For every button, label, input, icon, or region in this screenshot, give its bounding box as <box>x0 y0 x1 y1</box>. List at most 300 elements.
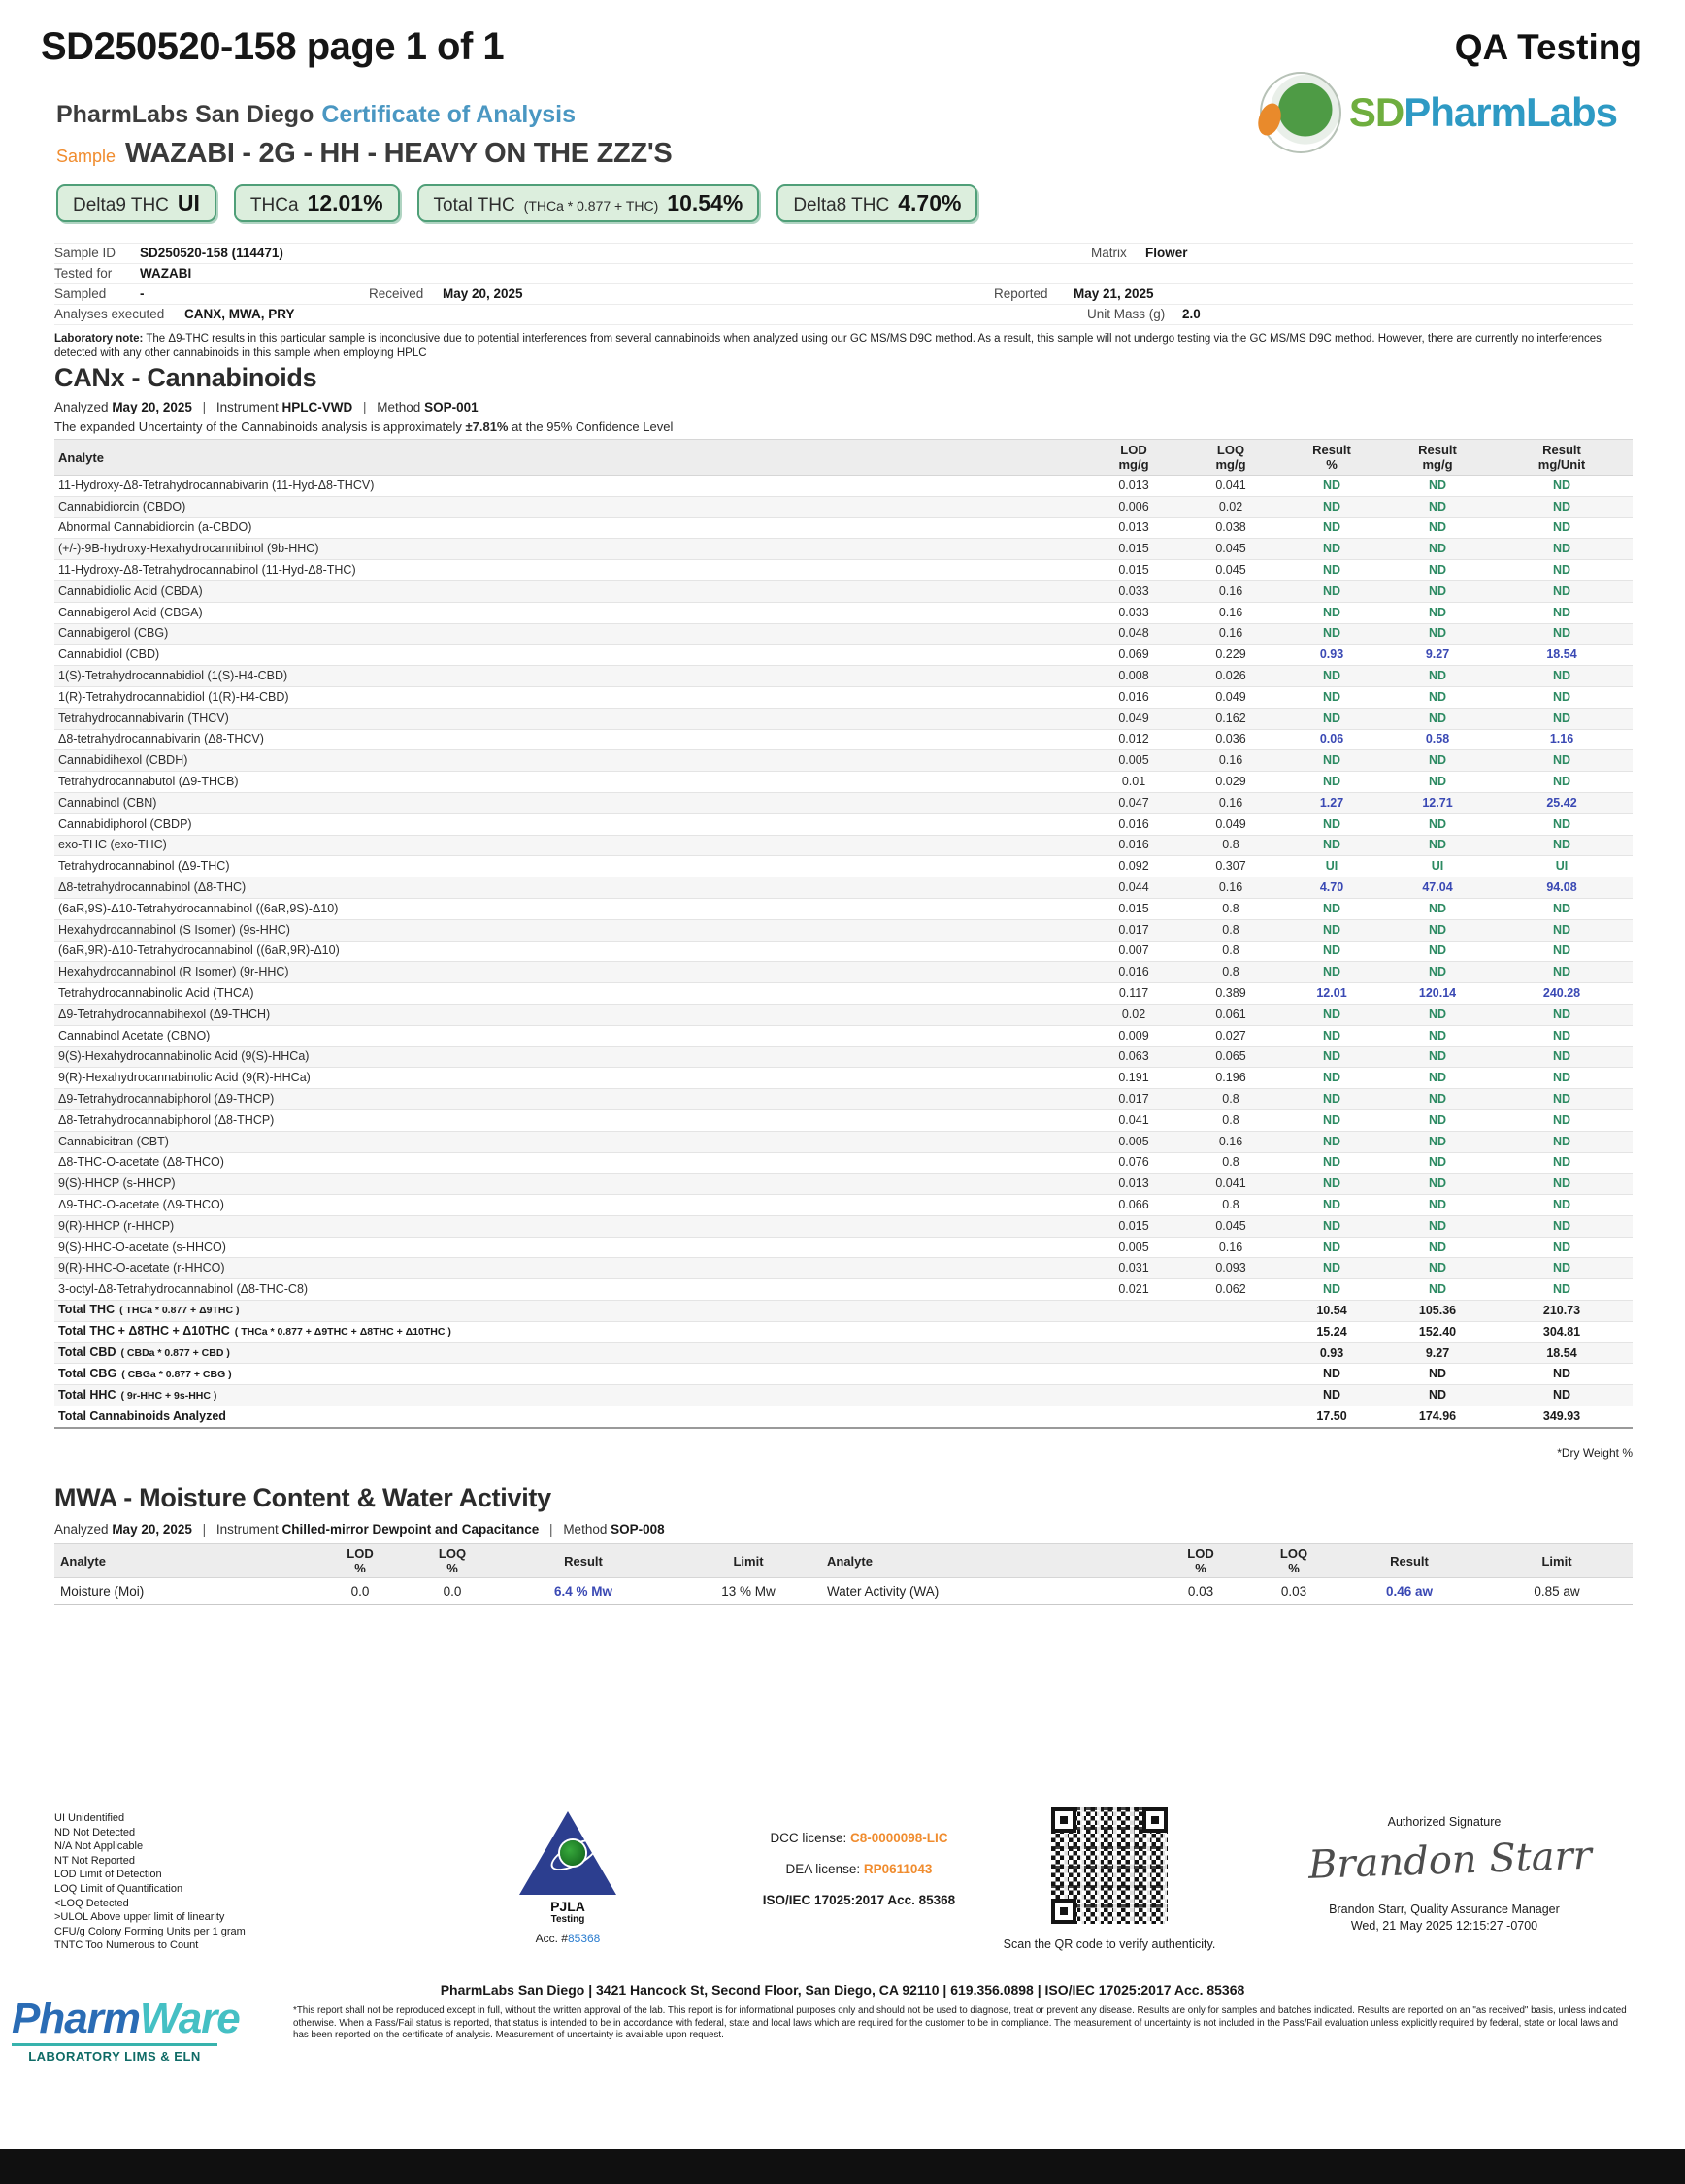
qr-caption: Scan the QR code to verify authenticity. <box>1003 1937 1216 1951</box>
laboratory-note <box>54 332 1633 360</box>
column-header <box>1279 440 1384 476</box>
result-pct: ND <box>1279 708 1384 729</box>
analyte-row <box>54 729 1633 750</box>
loq-value <box>1182 1364 1279 1385</box>
sample-label: Sample <box>56 147 116 166</box>
mwa-instrument-label: Instrument <box>215 1522 279 1537</box>
meta-row-4 <box>54 305 1633 325</box>
pjla-acc-label: Acc. # <box>535 1932 568 1945</box>
unit-mass-label: Unit Mass (g) <box>1087 307 1166 321</box>
lod-value: 0.092 <box>1085 856 1182 877</box>
result-pct: ND <box>1279 1131 1384 1152</box>
loq-value: 0.162 <box>1182 708 1279 729</box>
qr-finder-icon <box>1051 1899 1076 1924</box>
analyte-row <box>54 1215 1633 1237</box>
sampled-label: Sampled <box>54 286 107 301</box>
result-pct: 0.93 <box>1279 645 1384 666</box>
iso-accreditation-value: ISO/IEC 17025:2017 Acc. 85368 <box>762 1893 956 1907</box>
result-mgunit: ND <box>1491 1279 1633 1301</box>
column-header-line1: LOD <box>1120 443 1147 457</box>
column-header <box>491 1544 676 1578</box>
result-pct: ND <box>1279 623 1384 645</box>
mwa-row <box>54 1578 1633 1605</box>
lod-value <box>1085 1321 1182 1342</box>
mwa-cell: 0.0 <box>413 1578 491 1605</box>
pharmware-logo <box>12 1995 240 2064</box>
result-pct: ND <box>1279 1237 1384 1258</box>
signer-name: Brandon Starr, Quality Assurance Manager <box>1329 1903 1560 1916</box>
analyte-name: Tetrahydrocannabivarin (THCV) <box>54 708 1085 729</box>
pjla-logo-icon <box>513 1809 622 1897</box>
lab-address: PharmLabs San Diego | 3421 Hancock St, Second Floor, San Diego, CA 92110 | 619.356.0898 | ISO/IEC 17025:2017 Acc. 85368 <box>440 1982 1245 1998</box>
analyte-name: Cannabinol (CBN) <box>54 792 1085 813</box>
result-mgg: ND <box>1384 1089 1491 1110</box>
result-mgunit: 18.54 <box>1491 645 1633 666</box>
result-pct: 10.54 <box>1279 1301 1384 1322</box>
mwa-analyte-name: Moisture (Moi) <box>54 1578 307 1605</box>
dea-license-label: DEA license: <box>785 1862 861 1876</box>
result-mgunit: ND <box>1491 898 1633 919</box>
lod-value: 0.048 <box>1085 623 1182 645</box>
sample-row <box>56 138 672 170</box>
column-header <box>54 1544 307 1578</box>
result-pct: 12.01 <box>1279 983 1384 1005</box>
result-mgunit: ND <box>1491 686 1633 708</box>
analyte-name: 9(R)-Hexahydrocannabinolic Acid (9(R)-HHCa) <box>54 1068 1085 1089</box>
result-mgunit: ND <box>1491 1385 1633 1406</box>
laboratory-note-text: The Δ9-THC results in this particular sample is inconclusive due to potential interferences from several cannabinoids when analyzed using our GC MS/MS D9C method. As a result, this sample will not undergo testing via the GC MS/MS D9C method. However, there are currently no interferences detected with any other cannabinoids in this sample when employing HPLC <box>54 333 1602 359</box>
column-header-line1: Analyte <box>58 449 104 465</box>
lod-value: 0.02 <box>1085 1004 1182 1025</box>
total-formula: ( CBGa * 0.877 + CBG ) <box>121 1368 232 1380</box>
result-mgg: ND <box>1384 1131 1491 1152</box>
result-mgg: ND <box>1384 708 1491 729</box>
result-mgg: ND <box>1384 1364 1491 1385</box>
result-mgunit: ND <box>1491 919 1633 941</box>
mwa-cell: 0.85 aw <box>1481 1578 1633 1605</box>
result-mgg: ND <box>1384 1004 1491 1025</box>
result-mgunit: ND <box>1491 1174 1633 1195</box>
loq-value: 0.16 <box>1182 750 1279 772</box>
analyte-row <box>54 560 1633 581</box>
result-mgunit: ND <box>1491 1046 1633 1068</box>
column-header <box>307 1544 413 1578</box>
total-formula: ( THCa * 0.877 + Δ9THC + Δ8THC + Δ10THC ) <box>234 1326 451 1339</box>
mwa-analyzed-label: Analyzed <box>54 1522 109 1537</box>
matrix-value: Flower <box>1145 246 1188 260</box>
analyte-name: Hexahydrocannabinol (S Isomer) (9s-HHC) <box>54 919 1085 941</box>
pharmware-subtitle: LABORATORY LIMS & ELN <box>12 2043 217 2064</box>
lod-value <box>1085 1385 1182 1406</box>
badge-value: 4.70% <box>898 190 962 215</box>
result-mgunit: ND <box>1491 517 1633 539</box>
result-mgunit: ND <box>1491 1089 1633 1110</box>
mwa-analyte-name: Water Activity (WA) <box>821 1578 1151 1605</box>
result-pct: ND <box>1279 1109 1384 1131</box>
column-header-line1: Result <box>1312 443 1351 457</box>
loq-value: 0.307 <box>1182 856 1279 877</box>
column-header-line1: Result <box>1390 1553 1429 1569</box>
lod-value: 0.005 <box>1085 750 1182 772</box>
legend-item: NT Not Reported <box>54 1854 135 1867</box>
qr-code <box>1051 1807 1168 1924</box>
legend-item: <LOQ Detected <box>54 1897 129 1909</box>
canx-instrument-label: Instrument <box>215 400 279 414</box>
result-mgg: ND <box>1384 772 1491 793</box>
analyses-value: CANX, MWA, PRY <box>184 307 295 321</box>
pjla-atom-icon <box>560 1840 585 1866</box>
loq-value: 0.045 <box>1182 560 1279 581</box>
lod-value: 0.049 <box>1085 708 1182 729</box>
loq-value: 0.16 <box>1182 1131 1279 1152</box>
qr-finder-icon <box>1051 1807 1076 1833</box>
analyte-name: (6aR,9R)-Δ10-Tetrahydrocannabinol ((6aR,9R)-Δ10) <box>54 941 1085 962</box>
legend-item: >ULOL Above upper limit of linearity <box>54 1911 225 1924</box>
analyte-name: Cannabicitran (CBT) <box>54 1131 1085 1152</box>
analyte-name: 9(S)-HHCP (s-HHCP) <box>54 1174 1085 1195</box>
badge-label: THCa <box>249 195 299 215</box>
loq-value: 0.029 <box>1182 772 1279 793</box>
mwa-instrument-value: Chilled-mirror Dewpoint and Capacitance <box>281 1522 540 1537</box>
tested-for-value: WAZABI <box>140 266 192 281</box>
result-mgunit: ND <box>1491 666 1633 687</box>
total-name <box>54 1364 1085 1385</box>
result-mgg: 47.04 <box>1384 877 1491 899</box>
loq-value: 0.8 <box>1182 1152 1279 1174</box>
result-pct: UI <box>1279 856 1384 877</box>
result-mgg: 105.36 <box>1384 1301 1491 1322</box>
uncertainty-suffix: at the 95% Confidence Level <box>512 419 674 434</box>
lod-value: 0.016 <box>1085 686 1182 708</box>
pharmware-ware: Ware <box>139 1995 240 2042</box>
result-pct: 1.27 <box>1279 792 1384 813</box>
analyte-name: 9(R)-HHCP (r-HHCP) <box>54 1215 1085 1237</box>
analyte-name: Abnormal Cannabidiorcin (a-CBDO) <box>54 517 1085 539</box>
result-pct: ND <box>1279 666 1384 687</box>
result-mgunit: ND <box>1491 813 1633 835</box>
lod-value: 0.005 <box>1085 1131 1182 1152</box>
qr-finder-icon <box>1142 1807 1168 1833</box>
loq-value: 0.16 <box>1182 580 1279 602</box>
result-mgunit: 94.08 <box>1491 877 1633 899</box>
column-header-line1: Limit <box>733 1553 764 1569</box>
result-pct: ND <box>1279 835 1384 856</box>
result-mgg: ND <box>1384 560 1491 581</box>
total-row <box>54 1342 1633 1364</box>
column-header-line1: Result <box>1542 443 1581 457</box>
total-row <box>54 1321 1633 1342</box>
mwa-cell: 0.03 <box>1250 1578 1338 1605</box>
lod-value: 0.017 <box>1085 1089 1182 1110</box>
badge-value: 10.54% <box>667 190 743 215</box>
result-mgg: ND <box>1384 580 1491 602</box>
loq-value: 0.061 <box>1182 1004 1279 1025</box>
loq-value: 0.16 <box>1182 1237 1279 1258</box>
result-mgunit: ND <box>1491 496 1633 517</box>
loq-value <box>1182 1385 1279 1406</box>
meta-row-1 <box>54 244 1633 264</box>
result-pct: ND <box>1279 602 1384 623</box>
sample-id-value: SD250520-158 (114471) <box>140 246 283 260</box>
mwa-header-row <box>54 1544 1633 1578</box>
loq-value: 0.8 <box>1182 1109 1279 1131</box>
lod-value: 0.006 <box>1085 496 1182 517</box>
result-mgg: 152.40 <box>1384 1321 1491 1342</box>
result-mgunit: ND <box>1491 708 1633 729</box>
total-name <box>54 1385 1085 1406</box>
analyte-name: 1(R)-Tetrahydrocannabidiol (1(R)-H4-CBD) <box>54 686 1085 708</box>
badge-value: 12.01% <box>307 190 383 215</box>
analyte-row <box>54 476 1633 497</box>
result-mgg: ND <box>1384 919 1491 941</box>
total-row <box>54 1406 1633 1428</box>
loq-value: 0.038 <box>1182 517 1279 539</box>
lod-value: 0.015 <box>1085 898 1182 919</box>
result-mgg: 174.96 <box>1384 1406 1491 1428</box>
loq-value: 0.049 <box>1182 686 1279 708</box>
column-header-line1: Analyte <box>60 1553 106 1569</box>
result-mgunit: ND <box>1491 1152 1633 1174</box>
result-pct: ND <box>1279 1279 1384 1301</box>
loq-value <box>1182 1321 1279 1342</box>
canx-table-body <box>54 476 1633 1428</box>
result-mgunit: ND <box>1491 602 1633 623</box>
result-pct: 15.24 <box>1279 1321 1384 1342</box>
loq-value <box>1182 1301 1279 1322</box>
result-mgunit: ND <box>1491 1258 1633 1279</box>
total-formula: ( THCa * 0.877 + Δ9THC ) <box>119 1305 240 1317</box>
result-mgg: ND <box>1384 496 1491 517</box>
dcc-license-value: C8-0000098-LIC <box>849 1831 948 1845</box>
result-mgunit: 18.54 <box>1491 1342 1633 1364</box>
lab-name: PharmLabs San Diego <box>56 101 314 128</box>
lod-value: 0.016 <box>1085 813 1182 835</box>
lod-value: 0.063 <box>1085 1046 1182 1068</box>
analyte-row <box>54 623 1633 645</box>
lod-value: 0.015 <box>1085 1215 1182 1237</box>
result-mgg: ND <box>1384 1046 1491 1068</box>
column-header-line1: Result <box>1418 443 1457 457</box>
result-mgg: 9.27 <box>1384 645 1491 666</box>
analyte-row <box>54 708 1633 729</box>
column-header-line2: mg/g <box>1422 457 1453 472</box>
column-header-line1: Analyte <box>827 1553 873 1569</box>
signature-script: Brandon Starr <box>1307 1833 1593 1888</box>
result-pct: ND <box>1279 813 1384 835</box>
analyte-name: Δ8-tetrahydrocannabivarin (Δ8-THCV) <box>54 729 1085 750</box>
result-pct: ND <box>1279 1364 1384 1385</box>
analyte-row <box>54 1109 1633 1131</box>
result-mgg: ND <box>1384 898 1491 919</box>
result-mgunit: ND <box>1491 1195 1633 1216</box>
loq-value: 0.041 <box>1182 476 1279 497</box>
dea-license <box>679 1862 1039 1876</box>
result-mgg: ND <box>1384 750 1491 772</box>
result-mgg: ND <box>1384 1068 1491 1089</box>
analyte-name: 1(S)-Tetrahydrocannabidiol (1(S)-H4-CBD) <box>54 666 1085 687</box>
analyses-label: Analyses executed <box>54 307 165 321</box>
result-mgg: ND <box>1384 1258 1491 1279</box>
lod-value: 0.013 <box>1085 476 1182 497</box>
result-mgg: ND <box>1384 686 1491 708</box>
canx-instrument-value: HPLC-VWD <box>281 400 353 414</box>
result-pct: ND <box>1279 898 1384 919</box>
authorized-signature-block <box>1307 1815 1593 1933</box>
analyte-row <box>54 539 1633 560</box>
result-mgunit: 304.81 <box>1491 1321 1633 1342</box>
uncertainty-value: ±7.81% <box>465 419 509 434</box>
analyte-row <box>54 835 1633 856</box>
result-mgunit: ND <box>1491 1004 1633 1025</box>
lod-value: 0.033 <box>1085 580 1182 602</box>
result-mgunit: ND <box>1491 835 1633 856</box>
column-header <box>1481 1544 1633 1578</box>
total-row <box>54 1385 1633 1406</box>
analyte-row <box>54 1046 1633 1068</box>
column-header <box>1491 440 1633 476</box>
analyte-row <box>54 1258 1633 1279</box>
analyte-name: Cannabidiphorol (CBDP) <box>54 813 1085 835</box>
analyte-row <box>54 750 1633 772</box>
analyte-row <box>54 1004 1633 1025</box>
analyte-row <box>54 962 1633 983</box>
thc-badge <box>776 184 977 222</box>
mwa-cell: 0.03 <box>1151 1578 1250 1605</box>
loq-value: 0.8 <box>1182 941 1279 962</box>
separator <box>203 1522 207 1537</box>
total-name <box>54 1342 1085 1364</box>
analyte-row <box>54 1068 1633 1089</box>
authorized-signature-label: Authorized Signature <box>1387 1815 1502 1829</box>
analyte-name: Cannabinol Acetate (CBNO) <box>54 1025 1085 1046</box>
thc-badges <box>56 184 977 222</box>
result-pct: ND <box>1279 772 1384 793</box>
brandline <box>56 101 576 129</box>
legend-item: ND Not Detected <box>54 1826 136 1838</box>
column-header <box>676 1544 821 1578</box>
loq-value: 0.389 <box>1182 983 1279 1005</box>
analyte-name: Cannabidiolic Acid (CBDA) <box>54 580 1085 602</box>
lod-value: 0.016 <box>1085 962 1182 983</box>
loq-value: 0.196 <box>1182 1068 1279 1089</box>
sample-meta <box>54 243 1633 325</box>
result-pct: ND <box>1279 560 1384 581</box>
column-header <box>1151 1544 1250 1578</box>
column-header <box>1250 1544 1338 1578</box>
mwa-method-label: Method <box>563 1522 608 1537</box>
column-header-line2: mg/g <box>1118 457 1149 472</box>
result-pct: ND <box>1279 1068 1384 1089</box>
mwa-table <box>54 1543 1633 1605</box>
result-mgunit: UI <box>1491 856 1633 877</box>
result-mgg: ND <box>1384 476 1491 497</box>
analyte-row <box>54 856 1633 877</box>
result-pct: ND <box>1279 1174 1384 1195</box>
lod-value: 0.031 <box>1085 1258 1182 1279</box>
analyte-name: 9(S)-HHC-O-acetate (s-HHCO) <box>54 1237 1085 1258</box>
analyte-row <box>54 580 1633 602</box>
analyte-row <box>54 496 1633 517</box>
lod-value: 0.076 <box>1085 1152 1182 1174</box>
lod-value: 0.013 <box>1085 517 1182 539</box>
column-header <box>1182 440 1279 476</box>
analyte-row <box>54 1174 1633 1195</box>
analyte-name: Cannabidihexol (CBDH) <box>54 750 1085 772</box>
column-header <box>1338 1544 1481 1578</box>
result-mgg: 120.14 <box>1384 983 1491 1005</box>
total-formula: ( CBDa * 0.877 + CBD ) <box>120 1347 230 1360</box>
analyte-row <box>54 1237 1633 1258</box>
analyte-name: (+/-)-9B-hydroxy-Hexahydrocannibinol (9b-HHC) <box>54 539 1085 560</box>
result-mgg: ND <box>1384 1215 1491 1237</box>
result-pct: ND <box>1279 496 1384 517</box>
analyte-name: Cannabidiorcin (CBDO) <box>54 496 1085 517</box>
canx-table-head <box>54 440 1633 476</box>
result-pct: ND <box>1279 1195 1384 1216</box>
result-mgg: ND <box>1384 623 1491 645</box>
column-header-line2: % <box>1326 457 1338 472</box>
column-header-line2: mg/Unit <box>1537 457 1586 472</box>
loq-value: 0.8 <box>1182 1089 1279 1110</box>
report-disclaimer: *This report shall not be reproduced except in full, without the written approval of the lab. This report is for informational purposes only and should not be used to diagnose, treat or prevent any disease. Results are only for samples and batches indicated. Results are reported on an "as received" basis, unless indicated otherwise. When a Pass/Fail status is reported, that status is intended to be in accordance with federal, state and local laws which are required for the customer to be in compliance. The measurement of uncertainty is not included in the Pass/Fail evaluation unless explicitly required by federal, state or local laws and has been reported on the certificate of analysis. Measurement of uncertainty is available upon request. <box>293 2005 1627 2041</box>
result-mgunit: ND <box>1491 1237 1633 1258</box>
analyte-row <box>54 1195 1633 1216</box>
lod-value: 0.009 <box>1085 1025 1182 1046</box>
analyte-row <box>54 813 1633 835</box>
result-pct: ND <box>1279 1258 1384 1279</box>
sample-name: WAZABI - 2G - HH - HEAVY ON THE ZZZ'S <box>125 138 673 169</box>
analyte-row <box>54 1131 1633 1152</box>
legend-item: UI Unidentified <box>54 1812 125 1824</box>
total-label: Total HHC <box>58 1387 116 1402</box>
thc-badge <box>56 184 216 222</box>
total-row <box>54 1364 1633 1385</box>
received-value: May 20, 2025 <box>443 286 523 301</box>
lod-value: 0.191 <box>1085 1068 1182 1089</box>
loq-value: 0.8 <box>1182 898 1279 919</box>
result-mgunit: ND <box>1491 539 1633 560</box>
total-formula: ( 9r-HHC + 9s-HHC ) <box>120 1389 217 1402</box>
result-mgg: 0.58 <box>1384 729 1491 750</box>
sdpharmlabs-logo <box>1260 72 1617 153</box>
canx-table <box>54 439 1633 1429</box>
result-mgunit: ND <box>1491 772 1633 793</box>
result-pct: ND <box>1279 1215 1384 1237</box>
loq-value <box>1182 1342 1279 1364</box>
result-mgg: ND <box>1384 941 1491 962</box>
loq-value: 0.8 <box>1182 919 1279 941</box>
analyte-name: exo-THC (exo-THC) <box>54 835 1085 856</box>
loq-value: 0.065 <box>1182 1046 1279 1068</box>
loq-value: 0.16 <box>1182 602 1279 623</box>
result-pct: ND <box>1279 941 1384 962</box>
analyte-row <box>54 1152 1633 1174</box>
page-bottom-bar <box>0 2149 1685 2184</box>
lod-value <box>1085 1301 1182 1322</box>
analyte-row <box>54 1279 1633 1301</box>
lod-value: 0.117 <box>1085 983 1182 1005</box>
dcc-license-label: DCC license: <box>770 1831 847 1845</box>
analyte-name: Cannabidiol (CBD) <box>54 645 1085 666</box>
loq-value: 0.045 <box>1182 539 1279 560</box>
badge-value: UI <box>177 190 200 215</box>
mwa-method-value: SOP-008 <box>611 1522 665 1537</box>
licenses-block <box>679 1831 1039 1924</box>
result-mgunit: ND <box>1491 962 1633 983</box>
analyte-row <box>54 772 1633 793</box>
analyte-name: Hexahydrocannabinol (R Isomer) (9r-HHC) <box>54 962 1085 983</box>
canx-title: CANx - Cannabinoids <box>54 363 317 392</box>
